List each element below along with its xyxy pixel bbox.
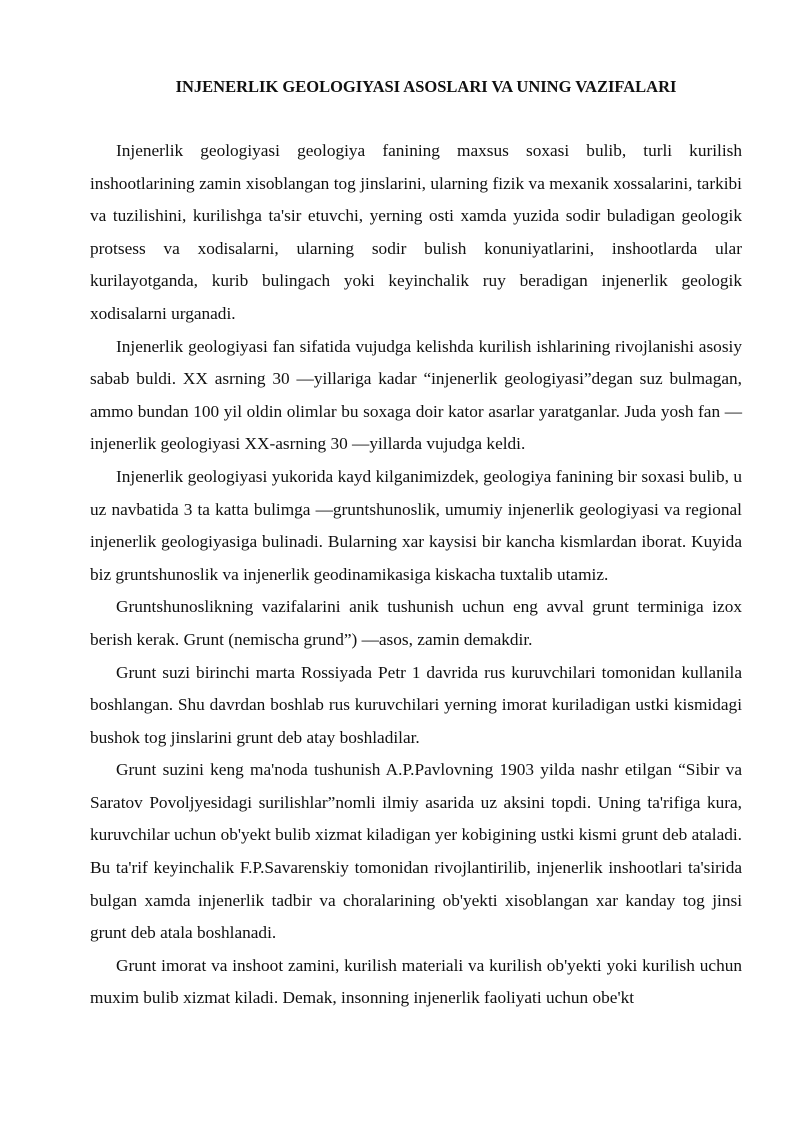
paragraph-4: Gruntshunoslikning vazifalarini anik tushunish uchun eng avval grunt terminiga izox berish kerak. Grunt (nemischa grund”) —asos, zamin demakdir. (90, 597, 742, 649)
paragraph-1: Injenerlik geologiyasi geologiya fanining maxsus soxasi bulib, turli kurilish inshootlarining zamin xisoblangan tog jinslarini, ularning fizik va mexanik xossalarini, tarkibi va tuzilishini, kurilishga ta'sir etuvchi, yerning osti xamda yuzida sodir buladigan geologik protsess va xodisalarni, ularning sodir bulish konuniyatlarini, inshootlarda ular kurilayotganda, kurib bulingach yoki keyinchalik ruy beradigan injenerlik geologik xodisalarni urganadi. (90, 141, 742, 323)
paragraph-6: Grunt suzini keng ma'noda tushunish A.P.Pavlovning 1903 yilda nashr etilgan “Sibir va Saratov Povoljyesidagi surilishlar”nomli ilmiy asarida uz aksini topdi. Uning ta'rifiga kura, kuruvchilar uchun ob'yekt bulib xizmat kiladigan yer kobigining ustki kismi grunt deb ataladi. Bu ta'rif keyinchalik F.P.Savarenskiy tomonidan rivojlantirilib, injenerlik inshootlari ta'sirida bulgan xamda injenerlik tadbir va choralarining ob'yekti xisoblangan xar kanday tog jinsi grunt deb atala boshlanadi. (90, 760, 742, 943)
document-title: INJENERLIK GEOLOGIYASI ASOSLARI VA UNING VAZIFALARI (175, 77, 677, 96)
paragraph-2: Injenerlik geologiyasi fan sifatida vujudga kelishda kurilish ishlarining rivojlanishi asosiy sabab buldi. XX asrning 30 —yillariga kadar “injenerlik geologiyasi”degan suz bulmagan, ammo bundan 100 yil oldin olimlar bu soxaga doir kator asarlar yaratganlar. Juda yosh fan —injenerlik geologiyasi XX-asrning 30 —yillarda vujudga keldi. (90, 336, 742, 454)
paragraph-7: Grunt imorat va inshoot zamini, kurilish materiali va kurilish ob'yekti yoki kurilish uchun muxim bulib xizmat kiladi. Demak, insonning injenerlik faoliyati uchun obe'kt (90, 955, 742, 1008)
paragraph-3: Injenerlik geologiyasi yukorida kayd kilganimizdek, geologiya fanining bir soxasi bulib, u uz navbatida 3 ta katta bulimga —gruntshunoslik, umumiy injenerlik geologiyasi va regional injenerlik geologiyasiga bulinadi. Bularning xar kaysisi bir kancha kismlardan iborat. Kuyida biz gruntshunoslik va injenerlik geodinamikasiga kiskacha tuxtalib utamiz. (90, 466, 742, 584)
paragraph-5: Grunt suzi birinchi marta Rossiyada Petr 1 davrida rus kuruvchilari tomonidan kullanila boshlangan. Shu davrdan boshlab rus kuruvchilari yerning imorat kuriladigan ustki kismidagi bushok tog jinslarini grunt deb atay boshladilar. (90, 662, 742, 747)
document-page (90, 76, 742, 1015)
